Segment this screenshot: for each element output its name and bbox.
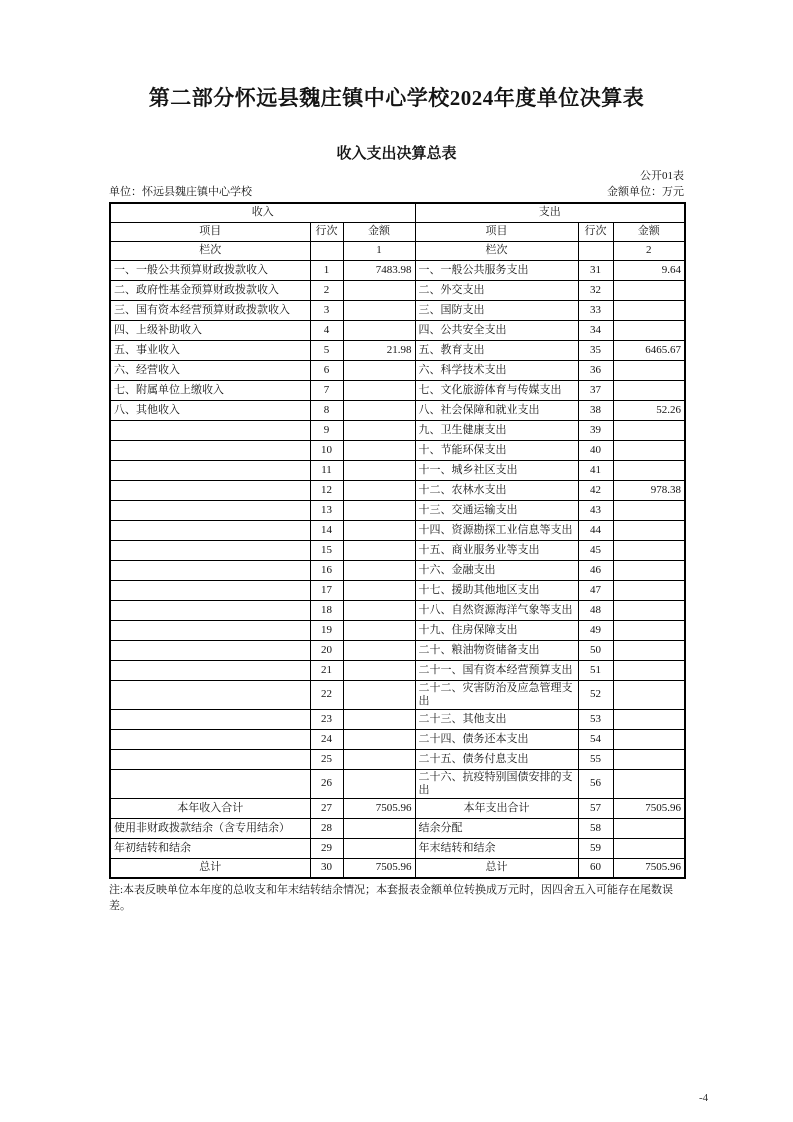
income-lanci-blank-cell [310, 241, 343, 260]
expense-item-cell: 十一、城乡社区支出 [415, 460, 578, 480]
table-row [110, 858, 685, 878]
expense-line-header: 行次 [578, 222, 613, 241]
section-header-row [110, 203, 685, 222]
income-section-header: 收入 [110, 203, 415, 222]
expense-line-cell: 58 [578, 818, 613, 838]
income-line-cell: 7 [310, 380, 343, 400]
expense-amount-cell: 6465.67 [613, 340, 685, 360]
income-line-cell: 6 [310, 360, 343, 380]
expense-line-cell: 46 [578, 560, 613, 580]
expense-item-cell: 结余分配 [415, 818, 578, 838]
expense-item-cell: 十二、农林水支出 [415, 480, 578, 500]
income-item-cell [110, 709, 310, 729]
income-line-cell: 26 [310, 769, 343, 798]
table-row [110, 818, 685, 838]
income-item-cell: 本年收入合计 [110, 798, 310, 818]
income-amount-cell [343, 540, 415, 560]
expense-item-cell: 二十、粮油物资储备支出 [415, 640, 578, 660]
table-row [110, 400, 685, 420]
income-line-cell: 19 [310, 620, 343, 640]
table-row [110, 440, 685, 460]
income-item-cell [110, 440, 310, 460]
income-amount-header: 金额 [343, 222, 415, 241]
income-item-cell: 八、其他收入 [110, 400, 310, 420]
expense-amount-cell [613, 680, 685, 709]
table-row [110, 260, 685, 280]
income-amount-cell [343, 729, 415, 749]
income-line-cell: 28 [310, 818, 343, 838]
expense-item-cell: 二十五、债务付息支出 [415, 749, 578, 769]
table-meta-row [109, 186, 684, 202]
income-item-cell: 二、政府性基金预算财政拨款收入 [110, 280, 310, 300]
income-amount-cell [343, 280, 415, 300]
expense-amount-cell [613, 540, 685, 560]
expense-line-cell: 51 [578, 660, 613, 680]
income-lanci-label: 栏次 [110, 241, 310, 260]
table-row [110, 500, 685, 520]
expense-item-cell: 二、外交支出 [415, 280, 578, 300]
income-amount-cell [343, 460, 415, 480]
income-amount-cell [343, 580, 415, 600]
expense-item-cell: 十、节能环保支出 [415, 440, 578, 460]
expense-item-cell: 十六、金融支出 [415, 560, 578, 580]
income-item-cell: 一、一般公共预算财政拨款收入 [110, 260, 310, 280]
expense-line-cell: 59 [578, 838, 613, 858]
income-item-cell [110, 729, 310, 749]
expense-line-cell: 39 [578, 420, 613, 440]
expense-line-cell: 47 [578, 580, 613, 600]
income-amount-cell [343, 360, 415, 380]
expense-item-cell: 二十六、抗疫特别国债安排的支出 [415, 769, 578, 798]
table-row [110, 769, 685, 798]
income-line-cell: 21 [310, 660, 343, 680]
income-item-cell: 年初结转和结余 [110, 838, 310, 858]
table-row [110, 600, 685, 620]
income-item-cell [110, 680, 310, 709]
table-row [110, 709, 685, 729]
expense-item-cell: 二十四、债务还本支出 [415, 729, 578, 749]
income-item-cell: 六、经营收入 [110, 360, 310, 380]
expense-amount-cell [613, 280, 685, 300]
table-row [110, 460, 685, 480]
income-amount-cell [343, 520, 415, 540]
expense-amount-cell: 7505.96 [613, 858, 685, 878]
income-amount-cell [343, 660, 415, 680]
income-amount-cell [343, 680, 415, 709]
expense-item-cell: 二十三、其他支出 [415, 709, 578, 729]
income-line-cell: 3 [310, 300, 343, 320]
expense-item-cell: 十三、交通运输支出 [415, 500, 578, 520]
expense-item-cell: 三、国防支出 [415, 300, 578, 320]
expense-amount-cell [613, 838, 685, 858]
income-line-cell: 1 [310, 260, 343, 280]
income-amount-cell [343, 600, 415, 620]
income-item-cell [110, 540, 310, 560]
expense-line-cell: 48 [578, 600, 613, 620]
expense-item-cell: 九、卫生健康支出 [415, 420, 578, 440]
expense-amount-cell [613, 520, 685, 540]
expense-line-cell: 36 [578, 360, 613, 380]
expense-item-cell: 一、一般公共服务支出 [415, 260, 578, 280]
table-row [110, 729, 685, 749]
income-item-cell [110, 520, 310, 540]
income-line-cell: 29 [310, 838, 343, 858]
income-line-cell: 15 [310, 540, 343, 560]
income-line-cell: 22 [310, 680, 343, 709]
expense-item-cell: 二十一、国有资本经营预算支出 [415, 660, 578, 680]
income-amount-cell [343, 818, 415, 838]
expense-item-cell: 十八、自然资源海洋气象等支出 [415, 600, 578, 620]
expense-line-cell: 56 [578, 769, 613, 798]
income-amount-cell: 7483.98 [343, 260, 415, 280]
table-row [110, 680, 685, 709]
income-line-cell: 25 [310, 749, 343, 769]
expense-line-cell: 45 [578, 540, 613, 560]
income-item-cell [110, 769, 310, 798]
expense-item-cell: 十七、援助其他地区支出 [415, 580, 578, 600]
expense-line-cell: 35 [578, 340, 613, 360]
income-line-cell: 30 [310, 858, 343, 878]
income-item-cell: 七、附属单位上缴收入 [110, 380, 310, 400]
income-item-header: 项目 [110, 222, 310, 241]
income-line-cell: 18 [310, 600, 343, 620]
expense-line-cell: 40 [578, 440, 613, 460]
expense-amount-cell: 52.26 [613, 400, 685, 420]
expense-amount-cell [613, 600, 685, 620]
table-row [110, 838, 685, 858]
expense-line-cell: 50 [578, 640, 613, 660]
table-row [110, 580, 685, 600]
income-item-cell: 总计 [110, 858, 310, 878]
income-item-cell [110, 749, 310, 769]
income-amount-cell: 7505.96 [343, 858, 415, 878]
expense-item-cell: 七、文化旅游体育与传媒支出 [415, 380, 578, 400]
expense-item-cell: 二十二、灾害防治及应急管理支出 [415, 680, 578, 709]
expense-amount-cell [613, 769, 685, 798]
income-amount-cell [343, 500, 415, 520]
table-row [110, 560, 685, 580]
table-code-label: 公开01表 [640, 170, 684, 182]
expense-amount-cell [613, 709, 685, 729]
income-amount-cell [343, 560, 415, 580]
expense-item-cell: 六、科学技术支出 [415, 360, 578, 380]
income-item-cell: 使用非财政拨款结余（含专用结余） [110, 818, 310, 838]
income-item-cell [110, 560, 310, 580]
page-number: -4 [699, 1092, 709, 1104]
income-line-cell: 17 [310, 580, 343, 600]
income-amount-cell [343, 400, 415, 420]
table-row [110, 640, 685, 660]
expense-amount-cell: 7505.96 [613, 798, 685, 818]
expense-amount-cell [613, 320, 685, 340]
content-area [109, 170, 684, 914]
income-line-cell: 12 [310, 480, 343, 500]
income-item-cell [110, 620, 310, 640]
table-row [110, 420, 685, 440]
expense-amount-cell [613, 729, 685, 749]
income-amount-cell [343, 440, 415, 460]
expense-line-cell: 60 [578, 858, 613, 878]
expense-amount-cell [613, 749, 685, 769]
table-row [110, 360, 685, 380]
expense-amount-cell [613, 420, 685, 440]
expense-line-cell: 33 [578, 300, 613, 320]
income-item-cell: 四、上级补助收入 [110, 320, 310, 340]
expense-amount-header: 金额 [613, 222, 685, 241]
expense-lanci-label: 栏次 [415, 241, 578, 260]
expense-line-cell: 53 [578, 709, 613, 729]
income-amount-cell [343, 640, 415, 660]
expense-line-cell: 55 [578, 749, 613, 769]
income-amount-cell [343, 420, 415, 440]
income-amount-cell [343, 300, 415, 320]
income-item-cell [110, 640, 310, 660]
table-row [110, 380, 685, 400]
table-row [110, 749, 685, 769]
income-line-cell: 2 [310, 280, 343, 300]
income-amount-cell [343, 320, 415, 340]
table-row [110, 320, 685, 340]
income-line-cell: 9 [310, 420, 343, 440]
amount-unit-label: 金额单位：万元 [607, 186, 684, 198]
income-amount-cell: 21.98 [343, 340, 415, 360]
expense-amount-cell [613, 460, 685, 480]
income-amount-cell [343, 749, 415, 769]
table-row [110, 280, 685, 300]
expense-amount-cell [613, 380, 685, 400]
expense-amount-cell: 978.38 [613, 480, 685, 500]
income-line-cell: 11 [310, 460, 343, 480]
table-row [110, 798, 685, 818]
income-item-cell [110, 460, 310, 480]
income-amount-cell [343, 480, 415, 500]
expense-amount-cell [613, 580, 685, 600]
table-row [110, 480, 685, 500]
income-amount-cell [343, 380, 415, 400]
expense-amount-cell [613, 500, 685, 520]
income-item-cell [110, 600, 310, 620]
income-amount-cell [343, 709, 415, 729]
income-line-cell: 8 [310, 400, 343, 420]
expense-line-cell: 38 [578, 400, 613, 420]
expense-lanci-blank-cell [578, 241, 613, 260]
income-item-cell [110, 580, 310, 600]
expense-amount-cell: 9.64 [613, 260, 685, 280]
expense-line-cell: 49 [578, 620, 613, 640]
expense-item-cell: 四、公共安全支出 [415, 320, 578, 340]
expense-line-cell: 31 [578, 260, 613, 280]
expense-amount-cell [613, 560, 685, 580]
expense-item-header: 项目 [415, 222, 578, 241]
income-line-cell: 24 [310, 729, 343, 749]
income-line-cell: 4 [310, 320, 343, 340]
expense-amount-cell [613, 818, 685, 838]
income-item-cell [110, 480, 310, 500]
column-header-row [110, 222, 685, 241]
page-title: 第二部分怀远县魏庄镇中心学校2024年度单位决算表 [148, 86, 645, 110]
expense-item-cell: 十九、住房保障支出 [415, 620, 578, 640]
expense-line-cell: 52 [578, 680, 613, 709]
expense-item-cell: 总计 [415, 858, 578, 878]
income-amount-cell [343, 838, 415, 858]
income-line-cell: 13 [310, 500, 343, 520]
expense-line-cell: 44 [578, 520, 613, 540]
income-amount-cell [343, 769, 415, 798]
column-index-row [110, 241, 685, 260]
unit-label: 单位：怀远县魏庄镇中心学校 [109, 186, 252, 198]
income-line-cell: 14 [310, 520, 343, 540]
expense-amount-cell [613, 640, 685, 660]
income-item-cell [110, 500, 310, 520]
expense-line-cell: 41 [578, 460, 613, 480]
income-expense-summary-table [109, 202, 686, 879]
table-row [110, 620, 685, 640]
expense-item-cell: 八、社会保障和就业支出 [415, 400, 578, 420]
income-column-number: 1 [343, 241, 415, 260]
expense-item-cell: 年末结转和结余 [415, 838, 578, 858]
expense-line-cell: 54 [578, 729, 613, 749]
table-title: 收入支出决算总表 [336, 146, 457, 162]
expense-amount-cell [613, 440, 685, 460]
expense-section-header: 支出 [415, 203, 685, 222]
income-item-cell: 五、事业收入 [110, 340, 310, 360]
income-amount-cell [343, 620, 415, 640]
table-note: 注:本表反映单位本年度的总收支和年末结转结余情况；本套报表金额单位转换成万元时，因四舍五入可能存在尾数误差。 [109, 884, 674, 912]
expense-line-cell: 32 [578, 280, 613, 300]
expense-item-cell: 十五、商业服务业等支出 [415, 540, 578, 560]
income-line-cell: 16 [310, 560, 343, 580]
expense-item-cell: 本年支出合计 [415, 798, 578, 818]
table-row [110, 300, 685, 320]
expense-item-cell: 十四、资源勘探工业信息等支出 [415, 520, 578, 540]
income-line-cell: 5 [310, 340, 343, 360]
expense-line-cell: 43 [578, 500, 613, 520]
expense-line-cell: 37 [578, 380, 613, 400]
table-row [110, 660, 685, 680]
expense-line-cell: 42 [578, 480, 613, 500]
income-item-cell: 三、国有资本经营预算财政拨款收入 [110, 300, 310, 320]
expense-column-number: 2 [613, 241, 685, 260]
table-row [110, 520, 685, 540]
income-line-cell: 10 [310, 440, 343, 460]
table-body [110, 260, 685, 878]
expense-amount-cell [613, 620, 685, 640]
income-line-header: 行次 [310, 222, 343, 241]
expense-line-cell: 34 [578, 320, 613, 340]
income-item-cell [110, 420, 310, 440]
expense-line-cell: 57 [578, 798, 613, 818]
table-row [110, 540, 685, 560]
expense-amount-cell [613, 660, 685, 680]
expense-amount-cell [613, 300, 685, 320]
expense-amount-cell [613, 360, 685, 380]
income-item-cell [110, 660, 310, 680]
income-line-cell: 20 [310, 640, 343, 660]
expense-item-cell: 五、教育支出 [415, 340, 578, 360]
income-line-cell: 23 [310, 709, 343, 729]
income-amount-cell: 7505.96 [343, 798, 415, 818]
income-line-cell: 27 [310, 798, 343, 818]
table-row [110, 340, 685, 360]
